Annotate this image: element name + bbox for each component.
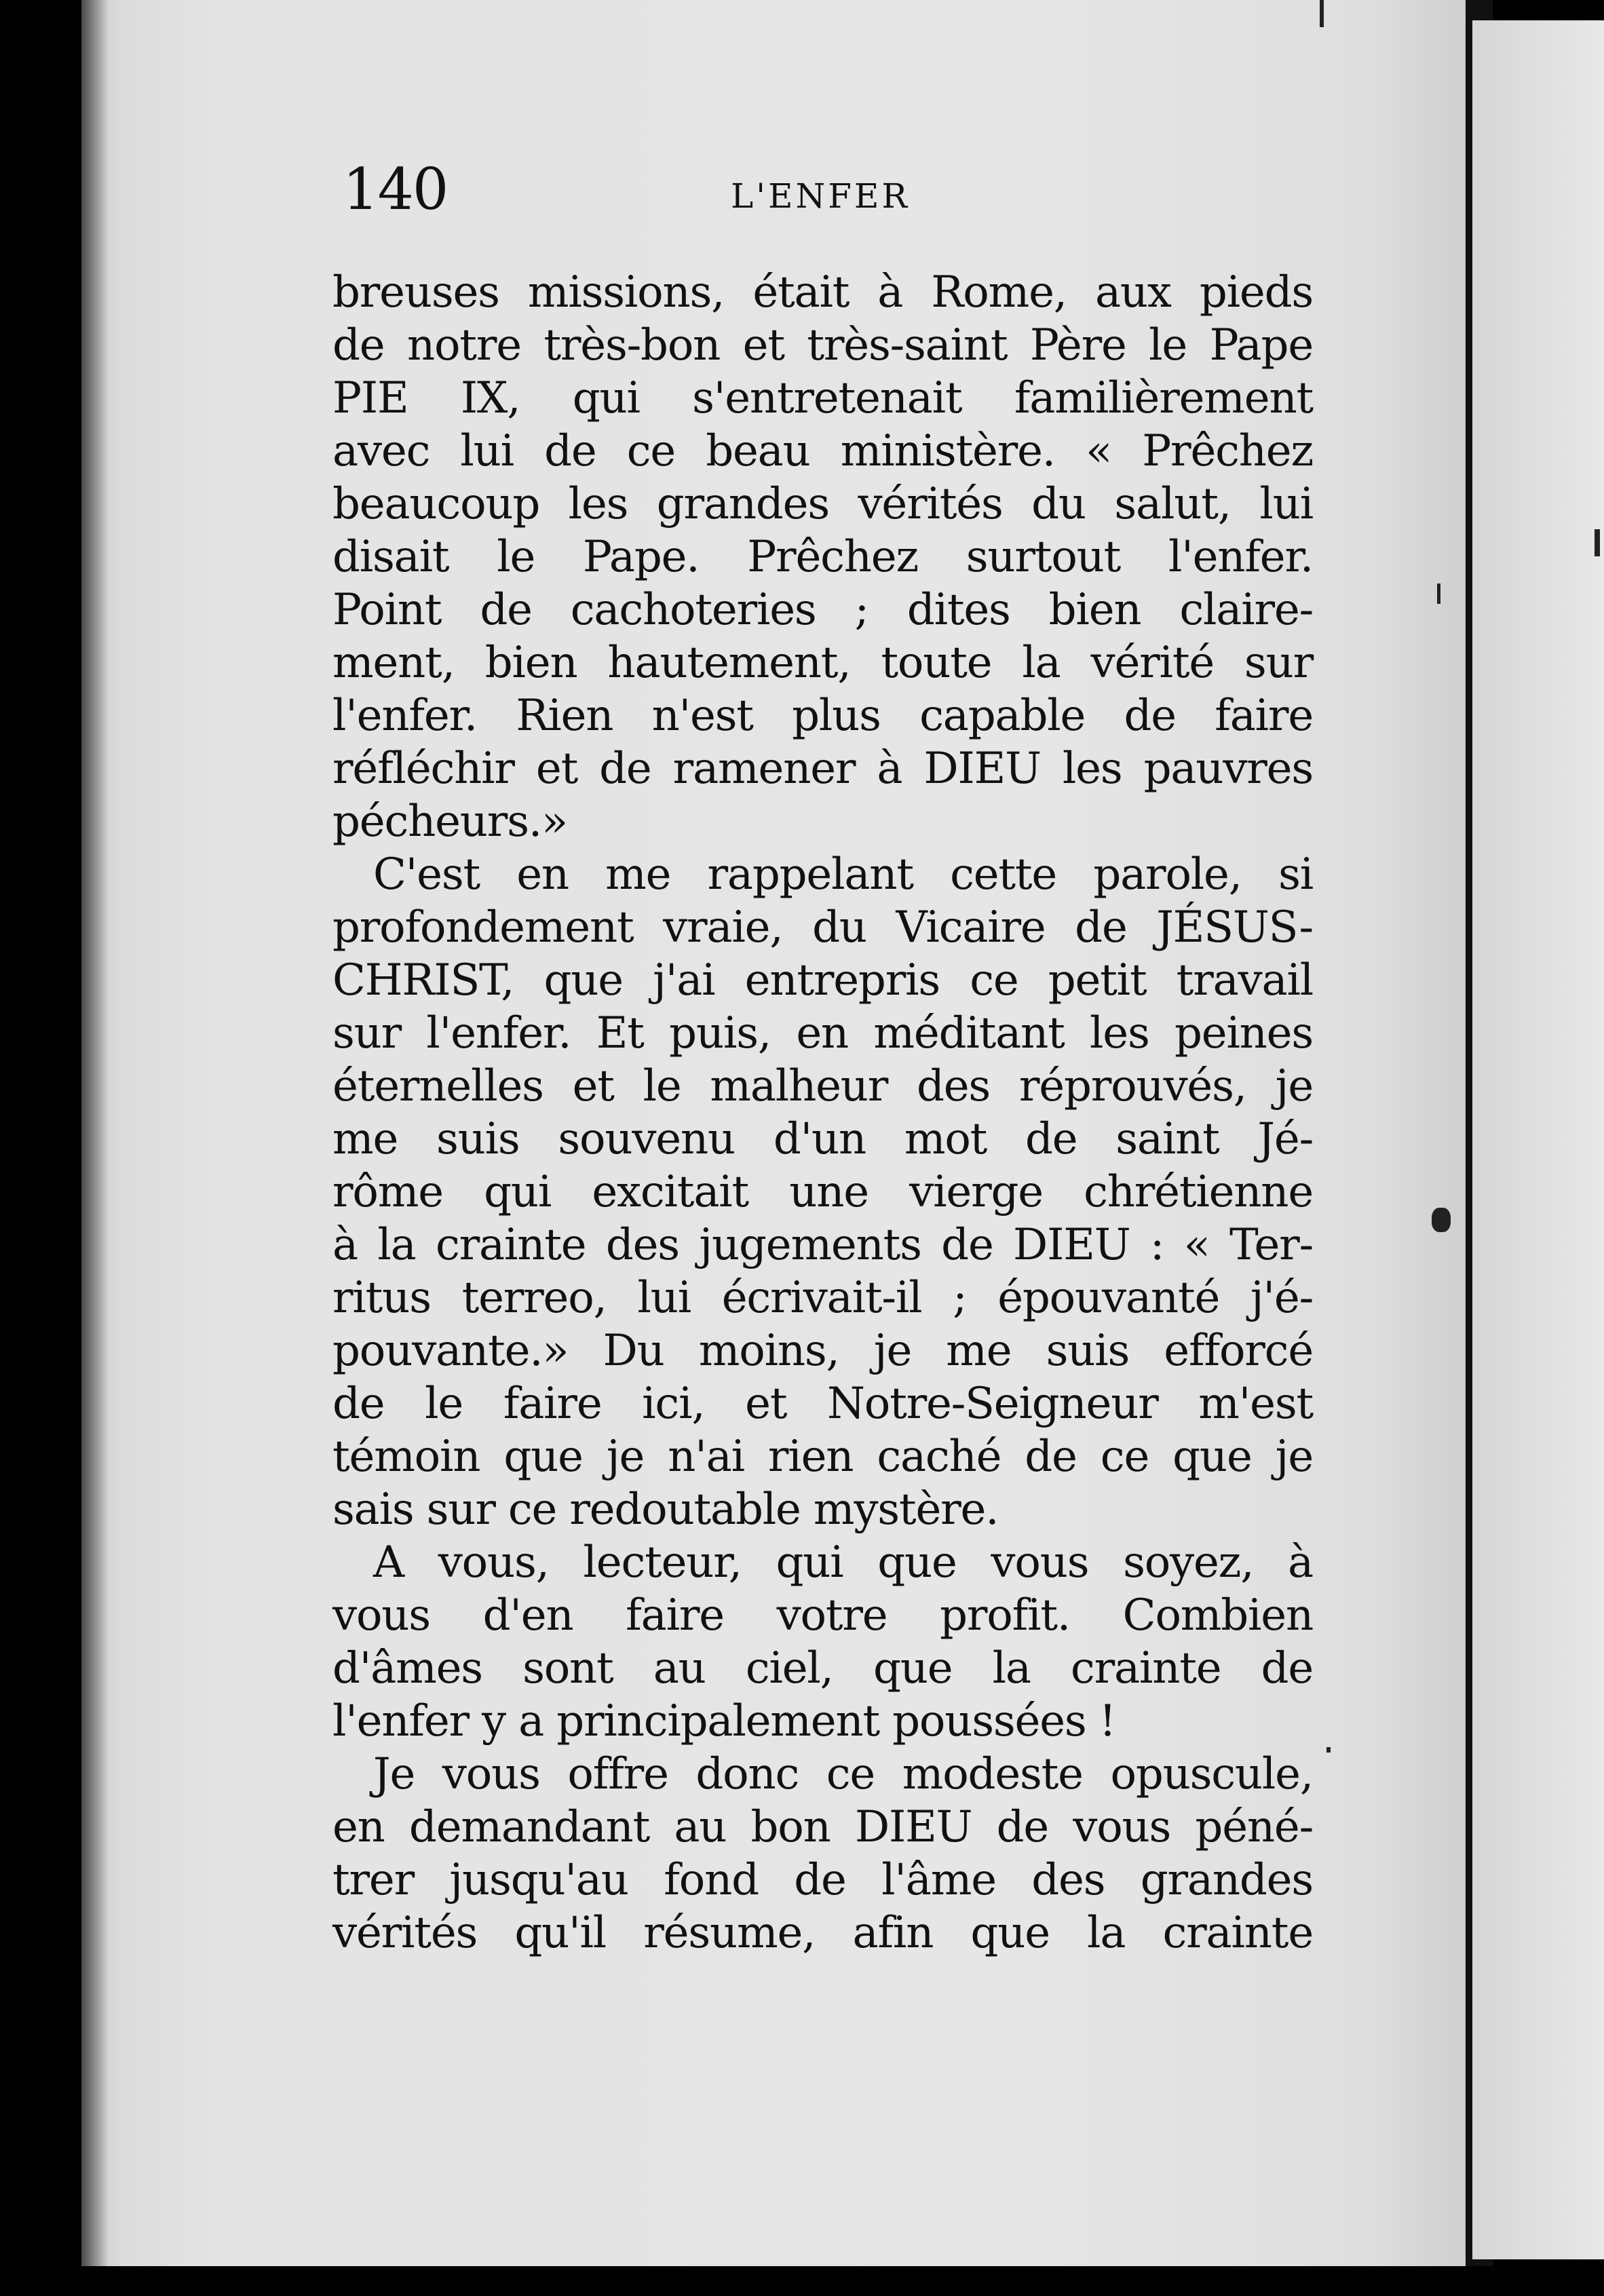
text-line: d'âmes sont au ciel, que la crainte de	[332, 1643, 1313, 1694]
scan-speck	[1320, 0, 1324, 27]
scan-speck	[1437, 583, 1440, 604]
page-header	[343, 156, 1320, 224]
text-line: sais sur ce redoutable mystère.	[332, 1485, 999, 1535]
page-number: 140	[343, 156, 448, 223]
text-line: me suis souvenu d'un mot de saint Jé-	[332, 1114, 1313, 1164]
text-line: témoin que je n'ai rien caché de ce que je	[332, 1432, 1313, 1482]
text-line: éternelles et le malheur des réprouvés, je	[332, 1061, 1313, 1111]
text-line: disait le Pape. Prêchez surtout l'enfer.	[332, 532, 1313, 582]
text-line: PIE IX, qui s'entretenait familièrement	[332, 373, 1313, 423]
text-line: ment, bien hautement, toute la vérité sur	[332, 638, 1313, 688]
scan-speck	[1595, 529, 1600, 556]
scan-speck	[1326, 1747, 1331, 1753]
text-line: pouvante.» Du moins, je me suis efforcé	[332, 1326, 1313, 1376]
running-title: L'ENFER	[731, 176, 911, 216]
adjacent-page-strip	[1472, 20, 1604, 2259]
text-line: avec lui de ce beau ministère. « Prêchez	[332, 426, 1313, 476]
text-line: Point de cachoteries ; dites bien claire-	[332, 585, 1313, 635]
text-line: l'enfer. Rien n'est plus capable de faire	[332, 691, 1313, 741]
text-line: Je vous offre donc ce modeste opuscule,	[373, 1749, 1313, 1799]
text-line: ritus terreo, lui écrivait-il ; épouvanté j'é-	[332, 1273, 1313, 1323]
bottom-border	[0, 2266, 1604, 2296]
page-gutter-shadow	[81, 0, 109, 2266]
text-line: pécheurs.»	[332, 797, 567, 847]
text-line: profondement vraie, du Vicaire de JÉSUS-	[332, 902, 1313, 953]
text-line: de notre très-bon et très-saint Père le Pape	[332, 320, 1313, 370]
body-text	[332, 266, 1313, 1959]
text-line: rôme qui excitait une vierge chrétienne	[332, 1167, 1313, 1217]
text-line: beaucoup les grandes vérités du salut, lui	[332, 479, 1313, 529]
text-line: A vous, lecteur, qui que vous soyez, à	[373, 1537, 1313, 1588]
text-line: en demandant au bon DIEU de vous péné-	[332, 1802, 1313, 1852]
text-line: à la crainte des jugements de DIEU : « Ter-	[332, 1220, 1313, 1270]
text-line: trer jusqu'au fond de l'âme des grandes	[332, 1855, 1313, 1905]
text-line: vérités qu'il résume, afin que la crainte	[332, 1908, 1313, 1958]
text-line: breuses missions, était à Rome, aux pieds	[332, 267, 1313, 318]
scan-speck	[1432, 1208, 1451, 1232]
text-line: C'est en me rappelant cette parole, si	[373, 849, 1313, 900]
text-line: l'enfer y a principalement poussées !	[332, 1696, 1116, 1746]
text-line: de le faire ici, et Notre-Seigneur m'est	[332, 1379, 1313, 1429]
text-line: vous d'en faire votre profit. Combien	[332, 1590, 1313, 1641]
text-line: réfléchir et de ramener à DIEU les pauvres	[332, 744, 1313, 794]
text-line: CHRIST, que j'ai entrepris ce petit travail	[332, 955, 1313, 1006]
text-line: sur l'enfer. Et puis, en méditant les peines	[332, 1008, 1313, 1058]
